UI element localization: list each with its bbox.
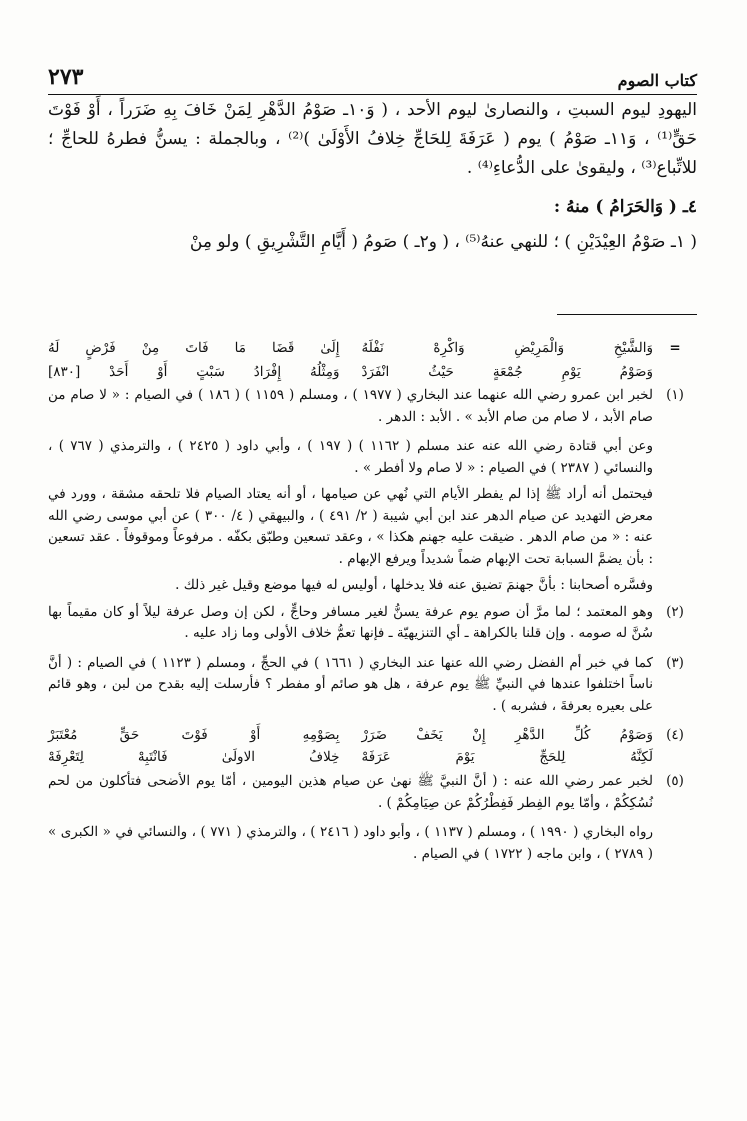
- poem-hemistich: لَكِنَّهُ لِلحَجِّ يَوْمَ عَرَفَهْ: [361, 748, 653, 765]
- footnote-text: لخبر ابن عمرو رضي الله عنهما عند البخاري ( ١٩٧٧ ) ، ومسلم ( ١١٥٩ ) ( ١٨٦ ) في الصيام : « لا صام من صام الأبد ، لا صام من صام الأبد » . الأبد : الدهر .: [48, 387, 653, 425]
- footnote-1: [48, 385, 697, 433]
- footnote-4: [48, 725, 697, 768]
- footnote-number: (١): [666, 387, 684, 403]
- footnote-number: (٣): [666, 654, 684, 671]
- footnote-text: وعن أبي قتادة رضي الله عنه عند مسلم ( ١١٦٢ ) ( ١٩٧ ) ، وأبي داود ( ٢٤٢٥ ) ، والترمذي ( ٧٦٧ ) ، والنسائي ( ٢٣٨٧ ) في الصيام : « لا صام ولا أفطر » .: [48, 438, 653, 476]
- footnotes: [48, 338, 697, 870]
- poem-hemistich: وَصَوْمُ يَوْمِ جُمْعَةٍ حَيْثُ انْفَرَدْ: [361, 363, 653, 380]
- poem-hemistich: وَصَوْمُ كُلِّ الدَّهْرِ إِنْ يَخَفْ ضَرَرْ: [361, 727, 653, 743]
- footnote-2: [48, 602, 697, 650]
- book-title: كتاب الصوم: [617, 71, 697, 90]
- page-number: ٢٧٣: [48, 64, 84, 90]
- poem-hemistich: وَالشَّيْخِ وَالْمَرِيْضِ وَاكْرِهْ نَفْلَهُ: [361, 340, 653, 356]
- footnote-number: (٢): [666, 603, 684, 620]
- continuation-marker: =: [669, 340, 681, 356]
- footnote-number: (٤): [666, 727, 684, 743]
- main-paragraph: اليهودِ ليوم السبتِ ، والنصارىٰ ليوم الأحد ، ( وَ١٠ـ صَوْمُ الدَّهْرِ لِمَنْ خَافَ بِهِ ضَرَراً ، أَوْ فَوْتَ حَقٍّ⁽¹⁾ ، وَ١١ـ صَوْمُ ) يوم ( عَرَفَةَ لِلحَاجِّ خِلافُ الأَوْلَىٰ )⁽²⁾ ، وبالجملة : يسنُّ فطرهُ للحاجِّ ؛ للاتِّباع⁽³⁾ ، وليقوىٰ على الدُّعاءِ⁽⁴⁾ .: [48, 100, 697, 178]
- poem-line: [48, 338, 697, 360]
- footnote-text: وهو المعتمد ؛ لما مرَّ أن صوم يوم عرفة يسنُّ لغير مسافر وحاجٍّ ، لكن إن وصل عرفة ليلاً أو كان مقيماً بها سُنَّ له صومه . وإن قلنا بالكراهة ـ أي التنزيهيّة ـ فإنها تعمُّ خلاف الأولى وما زاد عليه .: [48, 603, 653, 641]
- poem-hemistich: بِصَوْمِهِ أَوْ فَوْتَ حَقٍّ مُعْتَبَرْ: [48, 727, 340, 743]
- footnote-text: رواه البخاري ( ١٩٩٠ ) ، ومسلم ( ١١٣٧ ) ، وأبو داود ( ٢٤١٦ ) ، والترمذي ( ٧٧١ ) ، والنسائي في « الكبرى » ( ٢٧٨٩ ) ، وابن ماجه ( ١٧٢٢ ) في الصيام .: [48, 824, 654, 862]
- poem-line: [48, 725, 653, 747]
- footnote-5: [48, 771, 697, 819]
- poem-hemistich: خِلافُ الاولَىٰ فَانْتَبِهْ لِتَعْرِفَهْ: [48, 748, 340, 765]
- footnote-text: وفسَّره أصحابنا : بأنَّ جهنمَ تضيق عنه فلا يدخلها ، أوليس له فيها موضع وقيل غير ذلك .: [175, 577, 653, 593]
- footnote-3: [48, 653, 697, 723]
- footnote-text: فيحتمل أنه أراد ﷺ إذا لم يفطر الأيام التي نُهي عن صيامها ، أو أنه يعتاد الصيام فلا تلحقه مشقة ، وورد في معرض التهديد عن صيام الدهر عند ابن أبي شيبة ( ٢/ ٤٩١ ) ، والبيهقي ( ٤/ ٣٠٠ ) عن أبي موسى رضي الله عنه : « من صام الدهر . ضيقت عليه جهنم هكذا » ، وعقد تسعين وطبّق بكفّه . مرفوعاً وموقوفاً . عقد تسعين : بأن يضمَّ السبابة تحت الإبهام ضماً شديداً ويرفع الإبهام .: [48, 486, 653, 567]
- section-heading: ٤ـ ( وَالحَرَامُ ) منهُ :: [553, 197, 697, 217]
- poem-line: [48, 747, 653, 769]
- continued-poem: [48, 338, 697, 383]
- main-text: [48, 96, 697, 263]
- footnote-text: لخبر عمر رضي الله عنه : ( أنَّ النبيَّ ﷺ نهىٰ عن صيام هذين اليومين ، أمّا يوم الأضحى فتأكلون من لحم نُسُكِكُمْ ، وأمّا يوم الفِطر فَفِطْرُكُمْ عن صِيَامِكُمْ ) .: [48, 773, 653, 811]
- poem-hemistich: وَمِثْلُهُ إِفْرَادُ سَبْتٍ أَوْ أَحَدْ [٨٣٠]: [48, 363, 340, 380]
- main-paragraph: ( ١ـ صَوْمُ العِيْدَيْنِ ) ؛ للنهي عنهُ⁽⁵⁾ ، ( و٢ـ ) صَومُ ( أَيَّامِ التَّشْرِيقِ ) ولو مِنْ: [189, 232, 697, 252]
- footnote-number: (٥): [666, 773, 684, 789]
- poem-line: [48, 362, 697, 384]
- poem-hemistich: إِلَىٰ قَضَا مَا فَاتَ مِنْ فَرْضٍ لَهُ: [48, 340, 340, 356]
- footnote-text: كما في خبر أم الفضل رضي الله عنها عند البخاري ( ١٦٦١ ) في الحجِّ ، ومسلم ( ١١٢٣ ) في الصيام : ( أنَّ ناساً اختلفوا عندها في النبيِّ ﷺ يوم عرفة ، هل هو صائم أو مفطر ؟ فأرسلت إليه بقدح من لبن ، وهو قائم على بعيره بعرفةَ ، فشربه ) .: [48, 654, 653, 714]
- page-header: [48, 52, 697, 95]
- footnote-divider: [557, 314, 697, 315]
